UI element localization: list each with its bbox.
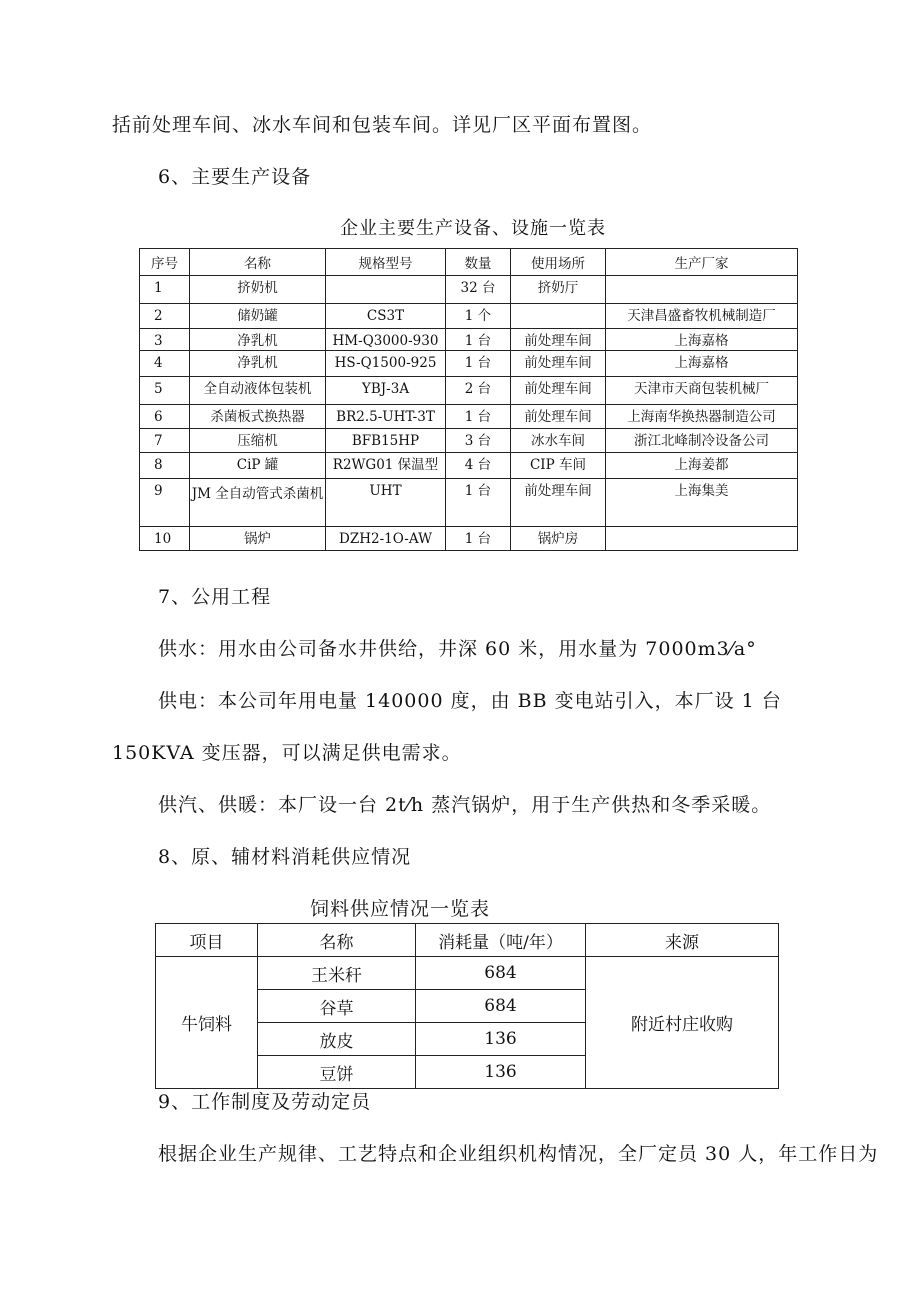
- cell-model: DZH2-1O-AW: [326, 527, 446, 551]
- cell-name: JM 全自动管式杀菌机: [190, 479, 326, 527]
- cell-index: 3: [140, 329, 190, 351]
- cell-feed-name: 王米秆: [258, 957, 416, 990]
- cell-maker: 天津市天商包装机械厂: [606, 377, 798, 405]
- cell-maker: 上海集美: [606, 479, 798, 527]
- cell-location: 冰水车间: [511, 429, 606, 453]
- cell-model: UHT: [326, 479, 446, 527]
- cell-maker: 上海南华换热器制造公司: [606, 405, 798, 429]
- cell-name: 全自动液体包装机: [190, 377, 326, 405]
- cell-source: 附近村庄收购: [586, 957, 779, 1089]
- cell-quantity: 3 台: [446, 429, 511, 453]
- equipment-header-row: [140, 249, 798, 276]
- cell-model: YBJ-3A: [326, 377, 446, 405]
- cell-name: 净乳机: [190, 351, 326, 377]
- cell-model: CS3T: [326, 304, 446, 329]
- cell-index: 7: [140, 429, 190, 453]
- cell-location: 前处理车间: [511, 377, 606, 405]
- feed-header-row: [156, 924, 779, 957]
- cell-feed-name: 放皮: [258, 1023, 416, 1056]
- cell-model: BR2.5-UHT-3T: [326, 405, 446, 429]
- cell-model: BFB15HP: [326, 429, 446, 453]
- cell-consumption: 136: [416, 1056, 586, 1089]
- cell-maker: 浙江北峰制冷设备公司: [606, 429, 798, 453]
- cell-name: 压缩机: [190, 429, 326, 453]
- header-cell: 项目: [156, 924, 258, 957]
- header-cell: 名称: [190, 249, 326, 276]
- cell-index: 9: [140, 479, 190, 527]
- cell-quantity: 1 台: [446, 351, 511, 377]
- equipment-table: [139, 248, 798, 551]
- cell-maker: 上海姜都: [606, 453, 798, 479]
- heading-main-equipment: 6、主要生产设备: [158, 166, 312, 188]
- table-row: [140, 479, 798, 527]
- paragraph-power-supply-continued: 150KVA 变压器，可以满足供电需求。: [112, 742, 462, 764]
- cell-name: 净乳机: [190, 329, 326, 351]
- cell-location: 挤奶厅: [511, 276, 606, 304]
- cell-quantity: 1 台: [446, 329, 511, 351]
- cell-maker: 上海嘉格: [606, 351, 798, 377]
- cell-quantity: 2 台: [446, 377, 511, 405]
- cell-feed-name: 豆饼: [258, 1056, 416, 1089]
- cell-location: CIP 车间: [511, 453, 606, 479]
- cell-location: 前处理车间: [511, 479, 606, 527]
- cell-index: 1: [140, 276, 190, 304]
- table-row: [140, 351, 798, 377]
- cell-name: 储奶罐: [190, 304, 326, 329]
- cell-model: HS-Q1500-925: [326, 351, 446, 377]
- cell-consumption: 136: [416, 1023, 586, 1056]
- paragraph-power-supply: 供电：本公司年用电量 140000 度，由 BB 变电站引入，本厂设 1 台: [158, 690, 782, 712]
- cell-location: [511, 304, 606, 329]
- cell-model: R2WG01 保温型: [326, 453, 446, 479]
- paragraph-water-supply: 供水：用水由公司备水井供给，井深 60 米，用水量为 7000m3⁄a°: [158, 638, 757, 660]
- table-row: [140, 276, 798, 304]
- feed-table-caption: 饲料供应情况一览表: [310, 898, 491, 920]
- table-row: [140, 329, 798, 351]
- cell-index: 6: [140, 405, 190, 429]
- cell-index: 8: [140, 453, 190, 479]
- paragraph-staffing: 根据企业生产规律、工艺特点和企业组织机构情况，全厂定员 30 人，年工作日为: [158, 1143, 879, 1165]
- feed-table: [155, 923, 779, 1089]
- cell-location: 前处理车间: [511, 351, 606, 377]
- cell-name: 挤奶机: [190, 276, 326, 304]
- cell-index: 4: [140, 351, 190, 377]
- heading-materials: 8、原、辅材料消耗供应情况: [158, 846, 412, 868]
- cell-maker: [606, 527, 798, 551]
- cell-category: 牛饲料: [156, 957, 258, 1089]
- cell-index: 10: [140, 527, 190, 551]
- cell-index: 2: [140, 304, 190, 329]
- cell-consumption: 684: [416, 957, 586, 990]
- header-cell: 来源: [586, 924, 779, 957]
- header-cell: 名称: [258, 924, 416, 957]
- header-cell: 使用场所: [511, 249, 606, 276]
- cell-location: 前处理车间: [511, 405, 606, 429]
- cell-maker: 天津昌盛畜牧机械制造厂: [606, 304, 798, 329]
- paragraph-steam-heating: 供汽、供暖：本厂设一台 2t⁄h 蒸汽锅炉，用于生产供热和冬季采暖。: [158, 794, 772, 816]
- table-row: [140, 377, 798, 405]
- heading-utilities: 7、公用工程: [158, 586, 272, 608]
- cell-location: 前处理车间: [511, 329, 606, 351]
- cell-quantity: 1 个: [446, 304, 511, 329]
- header-cell: 规格型号: [326, 249, 446, 276]
- table-row: [140, 527, 798, 551]
- cell-name: 锅炉: [190, 527, 326, 551]
- cell-quantity: 1 台: [446, 479, 511, 527]
- header-cell: 生产厂家: [606, 249, 798, 276]
- cell-maker: 上海嘉格: [606, 329, 798, 351]
- cell-model: HM-Q3000-930: [326, 329, 446, 351]
- paragraph-layout-continued: 括前处理车间、冰水车间和包装车间。详见厂区平面布置图。: [112, 114, 653, 136]
- equipment-table-caption: 企业主要生产设备、设施一览表: [340, 218, 606, 239]
- header-cell: 消耗量（吨/年）: [416, 924, 586, 957]
- cell-quantity: 4 台: [446, 453, 511, 479]
- cell-consumption: 684: [416, 990, 586, 1023]
- cell-index: 5: [140, 377, 190, 405]
- cell-feed-name: 谷草: [258, 990, 416, 1023]
- header-cell: 序号: [140, 249, 190, 276]
- table-row: [140, 429, 798, 453]
- cell-quantity: 1 台: [446, 405, 511, 429]
- table-row: [140, 304, 798, 329]
- header-cell: 数量: [446, 249, 511, 276]
- table-row: [140, 453, 798, 479]
- heading-work-system: 9、工作制度及劳动定员: [158, 1091, 372, 1113]
- cell-quantity: 1 台: [446, 527, 511, 551]
- table-row: [156, 957, 779, 990]
- cell-name: CiP 罐: [190, 453, 326, 479]
- cell-maker: [606, 276, 798, 304]
- table-row: [140, 405, 798, 429]
- cell-location: 锅炉房: [511, 527, 606, 551]
- cell-model: [326, 276, 446, 304]
- cell-name: 杀菌板式换热器: [190, 405, 326, 429]
- cell-quantity: 32 台: [446, 276, 511, 304]
